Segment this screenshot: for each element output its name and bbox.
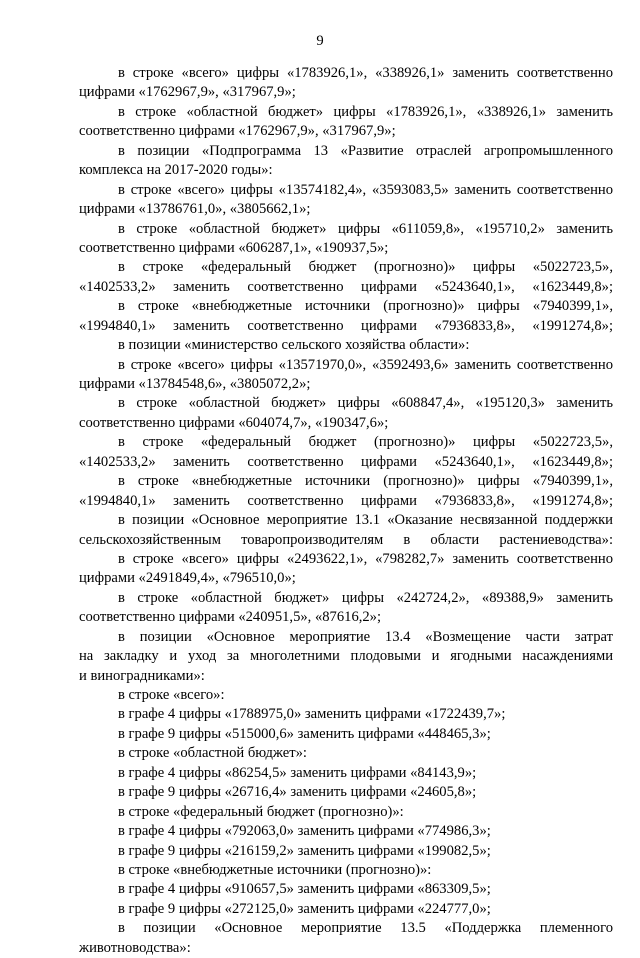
text-line: «1994840,1» заменить соответственно цифрами «7936833,8», «1991274,8»; (79, 317, 613, 334)
text-line: соответственно цифрами «1762967,9», «317967,9»; (79, 123, 396, 140)
text-line: в позиции «Основное мероприятие 13.5 «Поддержка племенного (118, 920, 613, 937)
text-line: в строке «всего»: (118, 687, 225, 703)
text-line: в графе 9 цифры «26716,4» заменить цифрами «24605,8»; (118, 784, 477, 801)
text-line: в строке «областной бюджет» цифры «608847,4», «195120,3» заменить (118, 395, 613, 412)
text-line: цифрами «1762967,9», «317967,9»; (79, 84, 296, 101)
text-line: в строке «федеральный бюджет (прогнозно)» цифры «5022723,5», (118, 259, 613, 276)
text-line: «1994840,1» заменить соответственно цифрами «7936833,8», «1991274,8»; (79, 492, 613, 509)
text-line: в строке «всего» цифры «13571970,0», «3592493,6» заменить соответственно (118, 356, 613, 373)
text-line: в позиции «министерство сельского хозяйства области»: (118, 337, 470, 354)
text-line: соответственно цифрами «240951,5», «87616,2»; (79, 609, 382, 626)
text-line: животноводства»: (79, 939, 191, 956)
text-line: цифрами «13784548,6», «3805072,2»; (79, 376, 311, 392)
text-line: в строке «всего» цифры «1783926,1», «338926,1» заменить соответственно (118, 65, 613, 81)
text-line: в строке «всего» цифры «13574182,4», «3593083,5» заменить соответственно (118, 181, 613, 198)
text-line: в строке «внебюджетные источники (прогнозно)» цифры «7940399,1», (118, 298, 613, 315)
text-line: в графе 9 цифры «272125,0» заменить цифрами «224777,0»; (118, 900, 491, 917)
text-line: комплекса на 2017-2020 годы»: (79, 162, 273, 179)
text-line: цифрами «2491849,4», «796510,0»; (79, 570, 296, 587)
text-line: в позиции «Подпрограмма 13 «Развитие отраслей агропромышленного (118, 142, 613, 159)
text-line: в графе 9 цифры «515000,6» заменить цифрами «448465,3»; (118, 725, 491, 742)
text-line: цифрами «13786761,0», «3805662,1»; (79, 201, 311, 218)
page-number: 9 (316, 33, 324, 49)
text-line: соответственно цифрами «606287,1», «190937,5»; (79, 239, 389, 256)
text-line: в строке «внебюджетные источники (прогнозно)»: (118, 861, 432, 878)
text-line: в графе 4 цифры «910657,5» заменить цифрами «863309,5»; (118, 881, 491, 898)
text-line: в графе 4 цифры «792063,0» заменить цифрами «774986,3»; (118, 823, 491, 840)
text-line: и виноградниками»: (79, 667, 205, 684)
text-line: в графе 4 цифры «86254,5» заменить цифрами «84143,9»; (118, 764, 477, 781)
text-line: сельскохозяйственным товаропроизводителям в области растениеводства»: (79, 531, 613, 548)
text-line: в строке «областной бюджет» цифры «1783926,1», «338926,1» заменить (118, 103, 613, 120)
text-line: «1402533,2» заменить соответственно цифрами «5243640,1», «1623449,8»; (79, 453, 613, 470)
text-line: в позиции «Основное мероприятие 13.1 «Оказание несвязанной поддержки (118, 512, 613, 529)
text-line: в строке «областной бюджет» цифры «242724,2», «89388,9» заменить (118, 589, 613, 606)
text-line: в строке «областной бюджет»: (118, 745, 307, 762)
text-line: на закладку и уход за многолетними плодовыми и ягодными насаждениями (79, 648, 613, 665)
text-line: в строке «всего» цифры «2493622,1», «798282,7» заменить соответственно (118, 550, 613, 567)
text-line: в позиции «Основное мероприятие 13.4 «Возмещение части затрат (118, 628, 613, 645)
document-body (79, 64, 613, 958)
text-line: в строке «областной бюджет» цифры «611059,8», «195710,2» заменить (118, 220, 613, 237)
text-line: в строке «федеральный бюджет (прогнозно)»: (118, 803, 404, 820)
text-line: в графе 4 цифры «1788975,0» заменить цифрами «1722439,7»; (118, 706, 506, 723)
text-line: в графе 9 цифры «216159,2» заменить цифрами «199082,5»; (118, 842, 491, 859)
text-line: соответственно цифрами «604074,7», «190347,6»; (79, 414, 389, 431)
text-line: в строке «внебюджетные источники (прогнозно)» цифры «7940399,1», (118, 473, 613, 490)
text-line: в строке «федеральный бюджет (прогнозно)» цифры «5022723,5», (118, 434, 613, 451)
text-line: «1402533,2» заменить соответственно цифрами «5243640,1», «1623449,8»; (79, 278, 613, 295)
